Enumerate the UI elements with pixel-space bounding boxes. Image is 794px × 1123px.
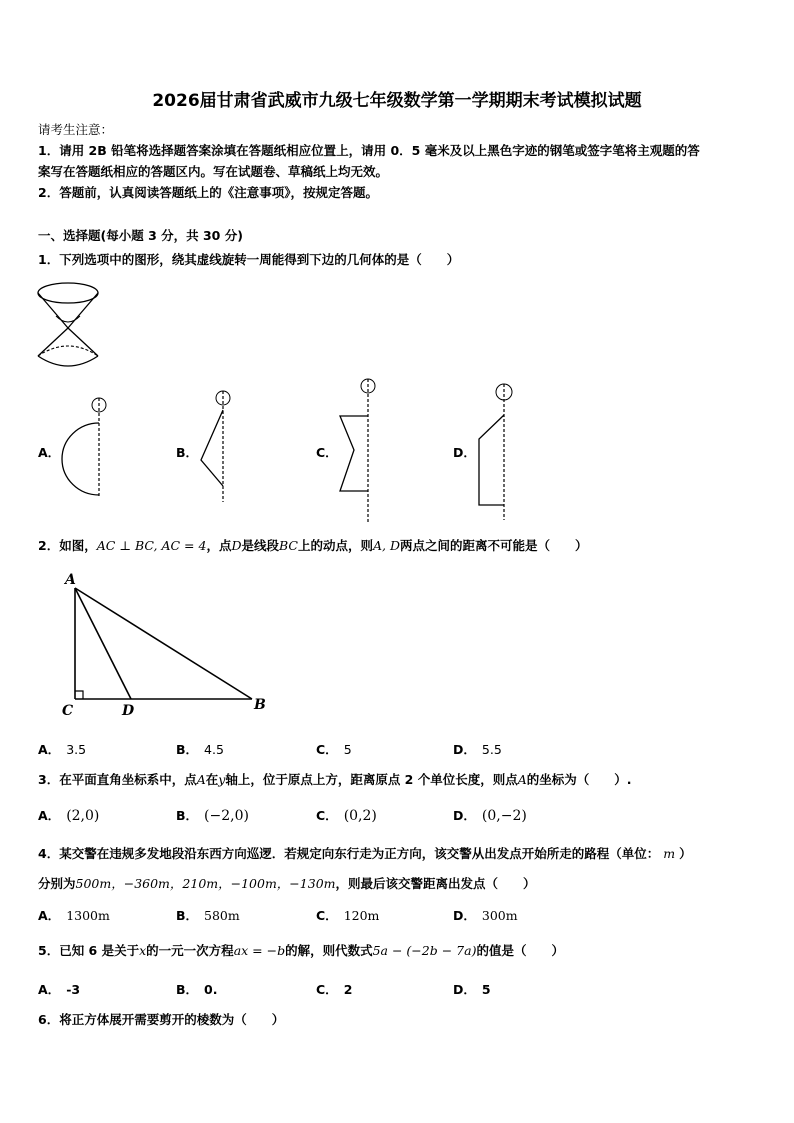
q3-option-c[interactable]: C． (0,2)	[316, 808, 377, 824]
q2-points-ad: A, D	[373, 538, 401, 553]
trapezoid-shape	[479, 415, 504, 505]
q1-option-a-figure	[58, 395, 118, 501]
q2-condition: AC ⊥ BC, AC = 4	[96, 538, 207, 553]
q2-option-b[interactable]: B． 4.5	[176, 742, 224, 757]
q2-option-d[interactable]: D． 5.5	[453, 742, 502, 757]
q2-text-4: 两点之间的距离不可能是（ ）	[400, 538, 588, 553]
q1-option-d-figure	[474, 380, 518, 522]
q5-option-a[interactable]: A． -3	[38, 982, 81, 997]
question-4-line-2: 分别为500m，−360m，210m，−100m，−130m，则最后该交警距离出发点（ ）	[38, 876, 536, 891]
q2-option-c[interactable]: C． 5	[316, 742, 352, 757]
notice-line-1: 1．请用 2B 铅笔将选择题答案涂填在答题纸相应位置上，请用 0．5 毫米及以上黑色字迹的钢笔或签字笔将主观题的答	[38, 143, 700, 158]
q1-option-a-label[interactable]: A．	[38, 445, 61, 460]
q1-option-c-label[interactable]: C．	[316, 445, 338, 460]
q1-option-d-label[interactable]: D．	[453, 445, 476, 460]
section-heading: 一、选择题(每小题 3 分，共 30 分)	[38, 228, 243, 243]
question-2-stem	[38, 536, 588, 554]
q3-option-b[interactable]: B． (−2,0)	[176, 808, 249, 824]
q4-option-c[interactable]: C． 120m	[316, 908, 380, 923]
hourglass-shape	[340, 416, 368, 491]
vertex-a-label: A	[65, 572, 76, 588]
q2-text-1: ，点	[206, 538, 232, 553]
cone-edge-left-top	[38, 293, 68, 328]
q5-option-d[interactable]: D． 5	[453, 982, 491, 997]
notice-line-2: 2．答题前，认真阅读答题纸上的《注意事项》，按规定答题。	[38, 185, 378, 200]
cone-waist	[56, 316, 80, 322]
notice-heading: 请考生注意：	[38, 122, 114, 137]
question-1-stem: 1．下列选项中的图形，绕其虚线旋转一周能得到下边的几何体的是（ ）	[38, 252, 460, 267]
cone-bottom-ellipse-front	[38, 356, 98, 366]
cone-top-ellipse	[38, 283, 98, 303]
q2-number: 2．如图，	[38, 538, 97, 553]
q4-option-a[interactable]: A． 1300m	[38, 908, 110, 923]
q3-option-d[interactable]: D． (0,−2)	[453, 808, 527, 824]
cone-edge-left-bottom	[38, 328, 68, 356]
page-title: 2026届甘肃省武威市九级七年级数学第一学期期末考试模拟试题	[152, 91, 642, 111]
question-4-line-1: 4．某交警在违规多发地段沿东西方向巡逻．若规定向东行走为正方向，该交警从出发点开始所走的路程（单位： m ）	[38, 846, 692, 861]
cone-edge-right-bottom	[68, 328, 98, 356]
q3-option-a[interactable]: A． (2,0)	[38, 808, 100, 824]
q4-option-d[interactable]: D． 300m	[453, 908, 518, 923]
q5-option-b[interactable]: B． 0.	[176, 982, 218, 997]
q2-option-a[interactable]: A． 3.5	[38, 742, 87, 757]
vertex-b-label: B	[254, 697, 266, 713]
vertex-d-label: D	[122, 703, 135, 718]
angle-shape	[201, 410, 223, 486]
question-5-stem: 5．已知 6 是关于x的一元一次方程ax = −b的解，则代数式5a − (−2b − 7a)的值是（ ）	[38, 943, 564, 958]
vertex-c-label: C	[62, 703, 74, 718]
cone-edge-right-top	[68, 293, 98, 328]
q2-point-d: D	[231, 538, 242, 553]
semicircle-shape	[62, 423, 99, 495]
q1-option-c-figure	[336, 376, 386, 526]
q1-option-b-label[interactable]: B．	[176, 445, 199, 460]
double-cone-figure	[34, 276, 106, 376]
question-6-stem: 6．将正方体展开需要剪开的棱数为（ ）	[38, 1012, 285, 1027]
q4-option-b[interactable]: B． 580m	[176, 908, 240, 923]
right-angle-mark	[75, 691, 83, 699]
notice-line-1b: 案写在答题纸相应的答题区内。写在试题卷、草稿纸上均无效。	[38, 164, 389, 179]
question-3-stem: 3．在平面直角坐标系中，点A在y轴上，位于原点上方，距离原点 2 个单位长度，则点A的坐标为（ ）.	[38, 772, 632, 787]
q5-option-c[interactable]: C． 2	[316, 982, 353, 997]
q2-text-2: 是线段	[241, 538, 280, 553]
q2-text-3: 上的动点，则	[298, 538, 374, 553]
triangle-figure	[56, 568, 276, 718]
q2-segment-bc: BC	[279, 538, 298, 553]
segment-ab	[75, 588, 252, 699]
q1-option-b-figure	[196, 388, 236, 506]
